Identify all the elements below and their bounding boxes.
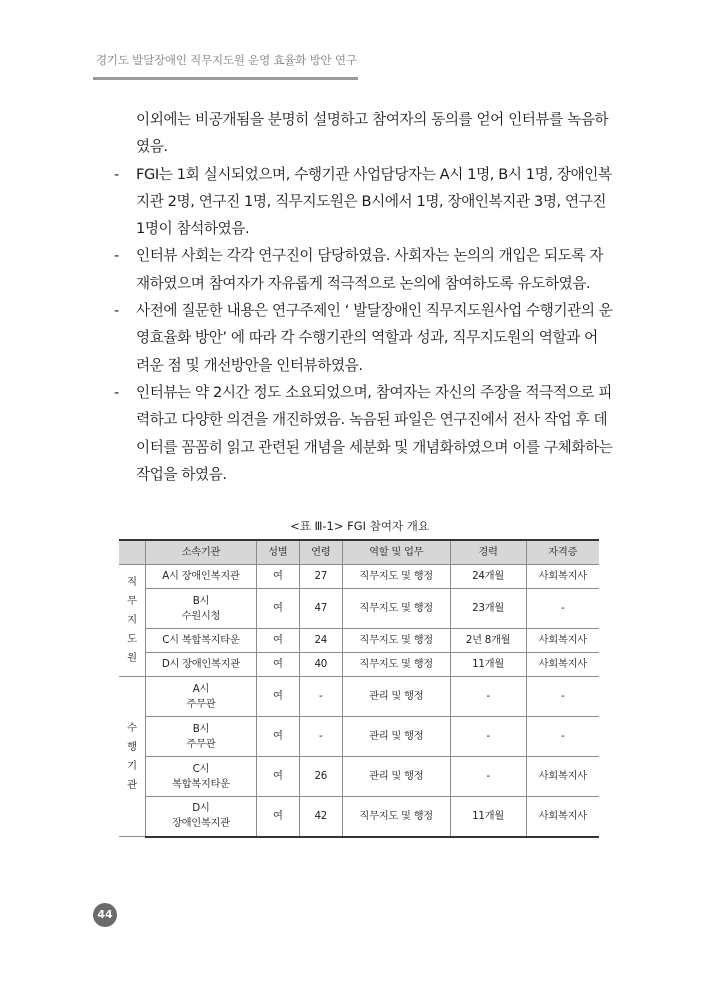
paragraph-line: 인터뷰는 약 2시간 정도 소요되었으며, 참여자는 자신의 주장을 적극적으로 피	[136, 383, 612, 401]
body-text	[0, 106, 719, 488]
cell-org: D시 장애인복지관	[145, 797, 256, 837]
cell-career: -	[450, 677, 526, 717]
cell-career: -	[450, 717, 526, 757]
cell-cert: 사회복지사	[526, 629, 599, 653]
header-rule	[93, 77, 358, 80]
table-header-row	[119, 540, 599, 565]
cell-age: 27	[299, 565, 342, 589]
cell-gender: 여	[256, 653, 299, 677]
cell-age: 42	[299, 797, 342, 837]
table-row	[119, 717, 599, 757]
cell-cert: 사회복지사	[526, 797, 599, 837]
cell-role: 관리 및 행정	[342, 717, 450, 757]
cell-gender: 여	[256, 629, 299, 653]
bullet-dash: -	[114, 383, 119, 401]
paragraph-line: 사전에 질문한 내용은 연구주제인 ‘ 발달장애인 직무지도원사업 수행기관의 운	[136, 302, 613, 320]
header-cell-org: 소속기관	[145, 540, 256, 565]
cell-org: A시 주무관	[145, 677, 256, 717]
cell-career: 23개월	[450, 589, 526, 629]
paragraph-line: 재하였으며 참여자가 자유롭게 적극적으로 논의에 참여하도록 유도하였음.	[136, 274, 591, 292]
cell-career: 24개월	[450, 565, 526, 589]
paragraph-line: 이외에는 비공개됨을 분명히 설명하고 참여자의 동의를 얻어 인터뷰를 녹음하	[136, 111, 609, 128]
cell-age: -	[299, 717, 342, 757]
table-row	[119, 589, 599, 629]
paragraph-line: 려운 점 및 개선방안을 인터뷰하였음.	[136, 356, 363, 374]
cell-age: 26	[299, 757, 342, 797]
header-cell-cert: 자격증	[526, 540, 599, 565]
bullet-dash: -	[114, 165, 119, 183]
cell-career: 2년 8개월	[450, 629, 526, 653]
cell-gender: 여	[256, 677, 299, 717]
cell-role: 직무지도 및 행정	[342, 629, 450, 653]
paragraph	[0, 379, 719, 488]
table-row	[119, 797, 599, 837]
table-row	[119, 677, 599, 717]
paragraph-line: 지관 2명, 연구진 1명, 직무지도원은 B시에서 1명, 장애인복지관 3명, 연구진	[136, 192, 607, 210]
table-row	[119, 653, 599, 677]
group-label: 직무지도원	[127, 576, 137, 664]
cell-career: 11개월	[450, 653, 526, 677]
paragraph-line: 이터를 꼼꼼히 읽고 관련된 개념을 세분화 및 개념화하였으며 이를 구체화하는	[136, 438, 613, 456]
cell-org: B시 주무관	[145, 717, 256, 757]
cell-org: D시 장애인복지관	[145, 653, 256, 677]
cell-career: -	[450, 757, 526, 797]
paragraph	[0, 242, 719, 297]
cell-age: 24	[299, 629, 342, 653]
cell-cert: 사회복지사	[526, 565, 599, 589]
cell-org: C시 복합복지타운	[145, 629, 256, 653]
cell-cert: -	[526, 589, 599, 629]
bullet-dash: -	[114, 302, 119, 320]
cell-org: C시 복합복지타운	[145, 757, 256, 797]
paragraph-line: FGI는 1회 실시되었으며, 수행기관 사업담당자는 A시 1명, B시 1명, 장애인복	[136, 165, 612, 183]
cell-role: 직무지도 및 행정	[342, 589, 450, 629]
header-cell-role: 역할 및 업무	[342, 540, 450, 565]
cell-org: B시 수원시청	[145, 589, 256, 629]
page-number: 44	[93, 903, 117, 927]
cell-cert: 사회복지사	[526, 757, 599, 797]
paragraph-line: 작업을 하였음.	[136, 465, 227, 483]
cell-role: 관리 및 행정	[342, 677, 450, 717]
cell-age: 47	[299, 589, 342, 629]
table-row	[119, 629, 599, 653]
bullet-dash: -	[114, 247, 119, 265]
cell-age: 40	[299, 653, 342, 677]
paragraph	[0, 106, 719, 161]
paragraph-line: 력하고 다양한 의견을 개진하였음. 녹음된 파일은 연구진에서 전사 작업 후 데	[136, 411, 608, 429]
cell-cert: 사회복지사	[526, 653, 599, 677]
table-row	[119, 757, 599, 797]
paragraph-line: 인터뷰 사회는 각각 연구진이 담당하였음. 사회자는 논의의 개입은 되도록 자	[136, 247, 604, 265]
fgi-participants-table	[119, 539, 599, 838]
header-cell-age: 연령	[299, 540, 342, 565]
cell-gender: 여	[256, 797, 299, 837]
cell-career: 11개월	[450, 797, 526, 837]
header-cell-career: 경력	[450, 540, 526, 565]
table-caption: <표 Ⅲ-1> FGI 참여자 개요	[290, 519, 429, 533]
cell-gender: 여	[256, 589, 299, 629]
cell-gender: 여	[256, 565, 299, 589]
paragraph-line: 영효율화 방안’ 에 따라 각 수행기관의 역할과 성과, 직무지도원의 역할과 어	[136, 329, 598, 347]
cell-role: 관리 및 행정	[342, 757, 450, 797]
cell-role: 직무지도 및 행정	[342, 797, 450, 837]
paragraph	[0, 297, 719, 379]
cell-org: A시 장애인복지관	[145, 565, 256, 589]
running-header-title: 경기도 발달장애인 직무지도원 운영 효율화 방안 연구	[96, 53, 357, 67]
paragraph-line: 였음.	[136, 138, 168, 156]
cell-cert: -	[526, 717, 599, 757]
cell-role: 직무지도 및 행정	[342, 565, 450, 589]
group-label-cell	[119, 677, 145, 837]
cell-role: 직무지도 및 행정	[342, 653, 450, 677]
cell-cert: -	[526, 677, 599, 717]
paragraph-line: 1명이 참석하였음.	[136, 220, 250, 238]
cell-gender: 여	[256, 757, 299, 797]
paragraph	[0, 161, 719, 243]
group-label: 수행기관	[127, 721, 137, 791]
header-cell-gender: 성별	[256, 540, 299, 565]
table-row	[119, 565, 599, 589]
header-cell-group	[119, 540, 145, 565]
cell-gender: 여	[256, 717, 299, 757]
group-label-cell	[119, 565, 145, 677]
cell-age: -	[299, 677, 342, 717]
